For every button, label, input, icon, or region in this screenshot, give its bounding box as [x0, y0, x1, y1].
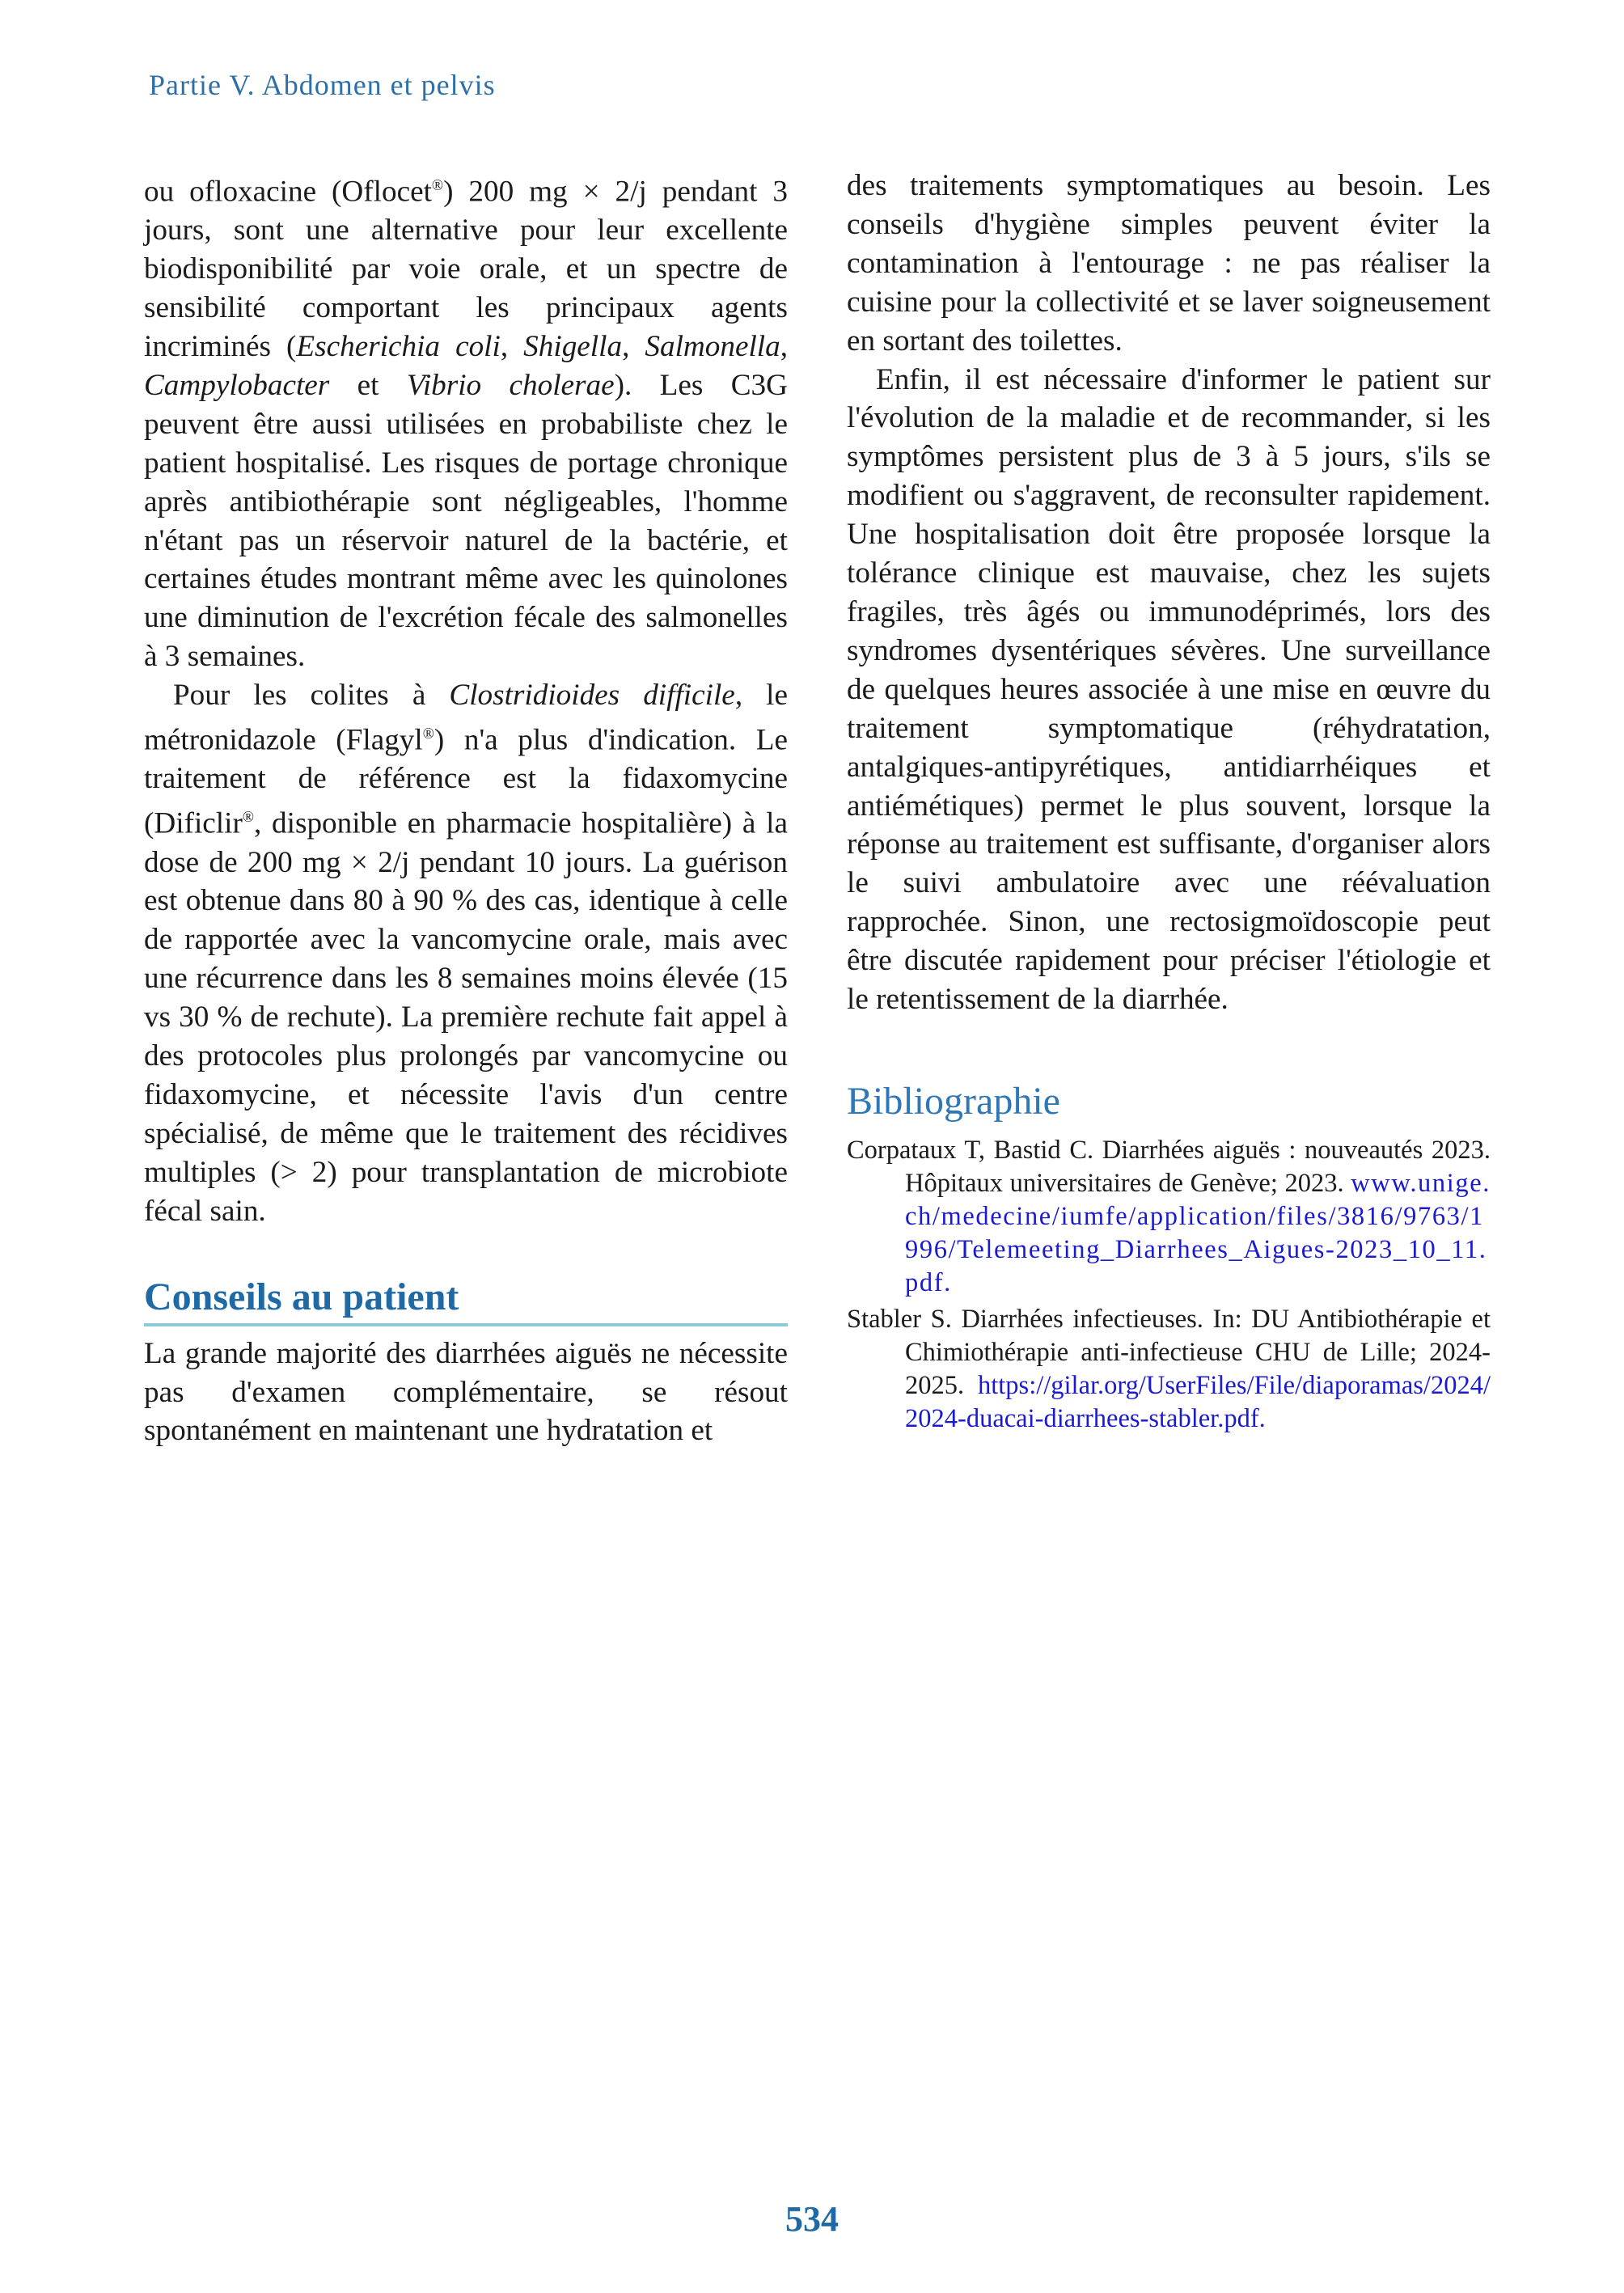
reference-item — [847, 1303, 1491, 1436]
organism-name: Vibrio cholerae — [406, 368, 615, 402]
text-run: Pour les colites à — [173, 679, 450, 713]
reference-link[interactable]: https://gilar.org/UserFiles/File/diaporamas/2024/2024-duacai-diarrhees-stabler.pdf. — [905, 1370, 1491, 1433]
text-run: , — [622, 330, 645, 364]
text-run: ). Les C3G peuvent être aussi utilisées en probabiliste chez le patient hospitalisé. Les risques de portage chronique après antibiothérapie sont négligeables, l'homme n'étant pas un réservoir naturel de la bactérie, et certaines études montrant même avec les quinolones une diminution de l'excrétion fécale des salmonelles à 3 semaines. — [144, 368, 788, 674]
registered-mark: ® — [422, 726, 434, 743]
organism-name: Escherichia coli — [296, 330, 501, 364]
bibliography-heading: Bibliographie — [847, 1079, 1060, 1123]
text-run: , — [500, 330, 524, 364]
paragraph-hygiene: des traitements symptomatiques au besoin. Les conseils d'hygiène simples peuvent éviter la contamination à l'entourage : ne pas réaliser la cuisine pour la collectivité et se laver soigneusement en sortant des toilettes. — [847, 169, 1491, 357]
registered-mark: ® — [242, 809, 254, 827]
paragraph-information-patient: Enfin, il est nécessaire d'informer le patient sur l'évolution de la maladie et de recommander, si les symptômes persistent plus de 3 à 5 jours, s'ils se modifient ou s'aggravent, de reconsulter rapidement. Une hospitalisation doit être proposée lorsque la tolérance clinique est mauvaise, chez les sujets fragiles, très âgés ou immunodéprimés, lors des syndromes dysentériques sévères. Une surveillance de quelques heures associée à une mise en œuvre du traitement symptomatique (réhydratation, antalgiques-antipyrétiques, antidiarrhéiques et antiémétiques) permet le plus souvent, lorsque la réponse au traitement est suffisante, d'organiser alors le suivi ambulatoire avec une réévaluation rapprochée. Sinon, une rectosigmoïdoscopie peut être discutée rapidement pour préciser l'étiologie et le retentissement de la diarrhée. — [847, 362, 1491, 1017]
organism-name: Salmonella — [645, 330, 780, 364]
paragraph-antibiotics — [144, 167, 788, 676]
text-run: , disponible en pharmacie hospitalière) à la dose de 200 mg × 2/j pendant 10 jours. La guérison est obtenue dans 80 à 90 % des cas, identique à celle de rapportée avec la vancomycine orale, mais avec une récurrence dans les 8 semaines moins élevée (15 vs 30 % de rechute). La première rechute fait appel à des protocoles plus prolongés par vancomycine ou fidaxomycine, et nécessite l'avis d'un centre spécialisé, de même que le traitement des récidives multiples (> 2) pour transplantation de microbiote fécal sain. — [144, 806, 788, 1228]
left-column — [144, 167, 788, 1450]
text-run: ) n'a plus d'indication. Le traitement de référence est la fidaxomycine (Dificlir — [144, 723, 789, 840]
reference-list — [847, 1134, 1491, 1436]
section-heading-conseils: Conseils au patient — [144, 1273, 788, 1326]
reference-text: Stabler S. Diarrhées infectieuses. In: DU Antibiothérapie et Chimiothérapie anti-infectieuse CHU de Lille; 2024-2025. — [847, 1304, 1491, 1400]
text-run: , — [780, 330, 789, 364]
page-number: 534 — [785, 2199, 839, 2239]
text-run: ou ofloxacine (Oflocet — [144, 175, 432, 209]
reference-item — [847, 1134, 1491, 1300]
organism-name: Shigella — [523, 330, 623, 364]
paragraph-conseils: La grande majorité des diarrhées aiguës ne nécessite pas d'examen complémentaire, se résout spontanément en maintenant une hydratation et — [144, 1336, 788, 1448]
organism-name: Clostridioides difficile — [449, 679, 735, 713]
registered-mark: ® — [431, 177, 444, 194]
text-run: et — [329, 368, 407, 402]
organism-name: Campylobacter — [144, 368, 330, 402]
running-head: Partie V. Abdomen et pelvis — [149, 69, 496, 101]
paragraph-clostridioides — [144, 676, 788, 1230]
right-column — [847, 167, 1491, 1436]
text-run: ) 200 mg × 2/j pendant 3 jours, sont une alternative pour leur excellente biodisponibilité par voie orale, et un spectre de sensibilité comportant les principaux agents incriminés ( — [144, 175, 788, 364]
reference-text: Corpataux T, Bastid C. Diarrhées aiguës : nouveautés 2023. Hôpitaux universitaires de Genève; 2023. — [847, 1135, 1491, 1198]
reference-link[interactable]: www.unige.ch/medecine/iumfe/application/files/3816/9763/1996/Telemeeting_Diarrhees_Aigues-2023_10_11.pdf. — [905, 1168, 1491, 1297]
text-run: , le métronidazole (Flagyl — [144, 679, 789, 757]
